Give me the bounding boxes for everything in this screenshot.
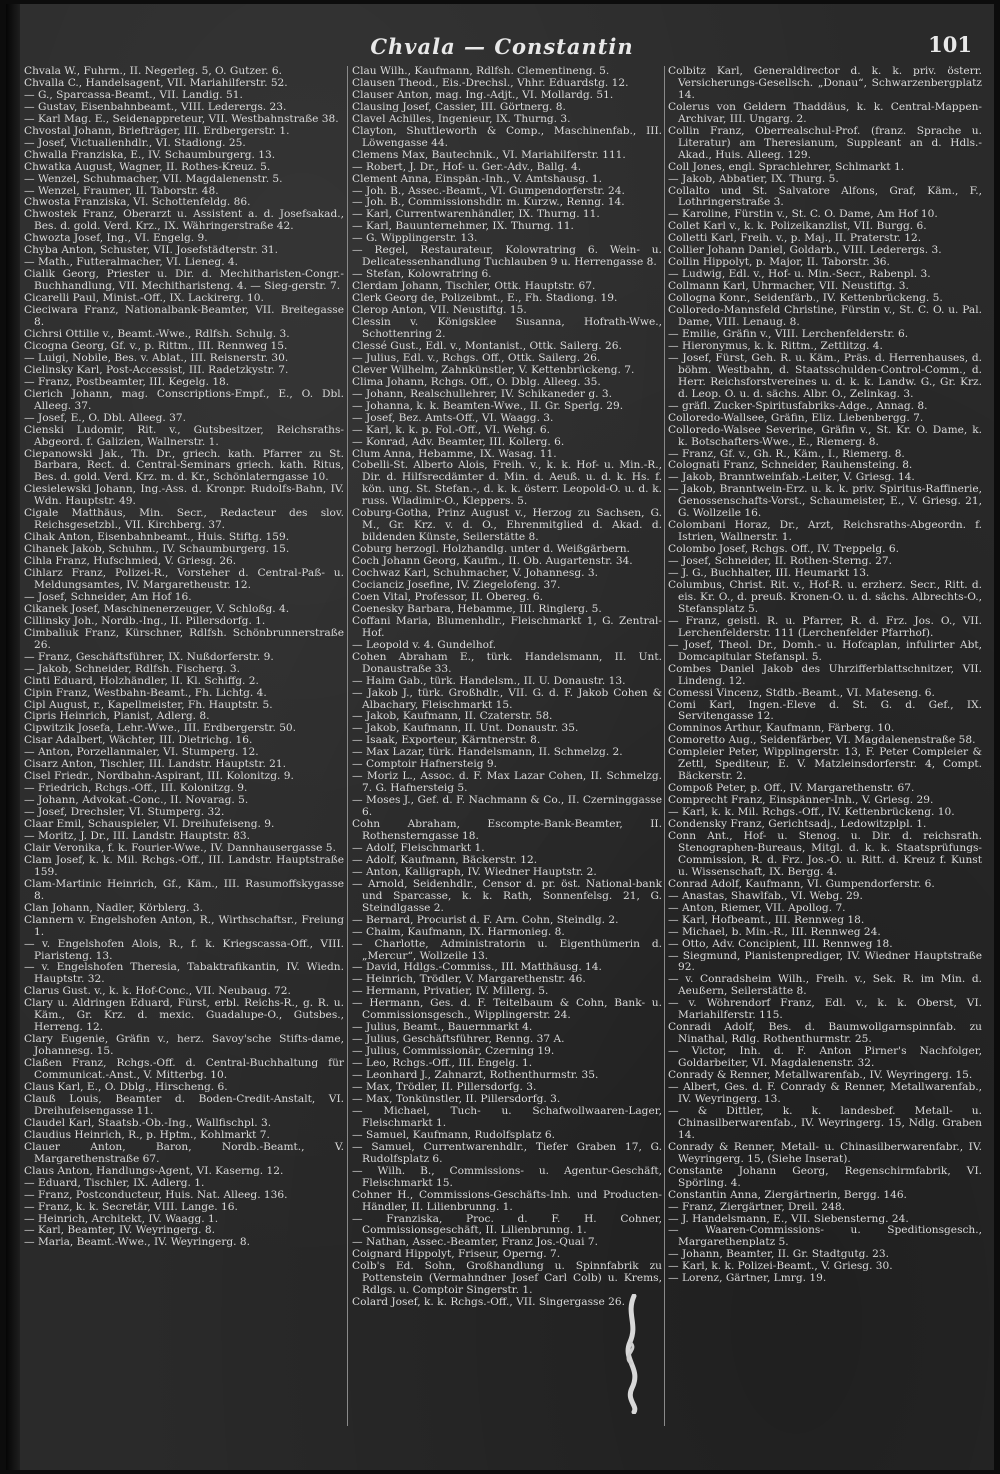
directory-entry: Colard Josef, k. k. Rchgs.-Off., VII. Singergasse 26. — [352, 1296, 625, 1309]
directory-entry: Clary u. Aldringen Eduard, Fürst, erbl. Reichs-R., g. R. u. Käm., Gr. Krz. d. mexic. Guadalupe-O., Gutsbes., Herreng. 12. — [24, 997, 344, 1034]
directory-entry: — Isaak, Exporteur, Kärntnerstr. 8. — [352, 734, 541, 747]
directory-entry: Cihla Franz, Hufschmied, V. Griesg. 26. — [24, 555, 237, 568]
directory-entry: — Wenzel, Schuhmacher, VII. Magdalenenstr. 5. — [24, 172, 283, 185]
directory-entry: — J. Handelsmann, E., VII. Siebensterng. 24. — [668, 1212, 909, 1225]
directory-entry: Colbitz Karl, Generaldirector d. k. k. priv. österr. Versicherungs-Gesellsch. „Donau“, Schwarzenbergplatz 14. — [668, 66, 982, 101]
directory-entry: Clerk Georg de, Polizeibmt., E., Fh. Stadiong. 19. — [352, 292, 618, 305]
directory-entry: Chwalla Franziska, E., IV. Schaumburgerg. 13. — [24, 148, 276, 161]
directory-entry: — Max, Trödler, II. Pillersdorfg. 3. — [352, 1081, 537, 1094]
directory-entry: Comessi Vincenz, Stdtb.-Beamt., VI. Mateseng. 6. — [668, 686, 935, 699]
directory-entry: Ciepanowski Jak., Th. Dr., griech. kath. Pfarrer zu St. Barbara, Rect. d. Central-Seminars griech. kath. Ritus, Bes. d. gold. Verd. Krz. m. d. Kr., Schönlaterngasse 10. — [24, 447, 344, 484]
directory-entry: — Anton, Porzellanmaler, VI. Stumperg. 12. — [24, 746, 259, 759]
directory-entry: Constante Johann Georg, Regenschirmfabrik, VI. Spörling. 4. — [668, 1164, 982, 1189]
directory-entry: Coignard Hippolyt, Friseur, Operng. 7. — [352, 1248, 561, 1261]
directory-entry: — Wenzel, Fraumer, II. Taborstr. 48. — [24, 184, 219, 197]
directory-entry: — J. G., Buchhalter, III. Heumarkt 13. — [668, 567, 870, 580]
directory-entry: Clerop Anton, VII. Neustiftg. 15. — [352, 304, 527, 317]
directory-entry: Cimbaliuk Franz, Kürschner, Rdlfsh. Schönbrunnerstraße 26. — [24, 626, 344, 651]
directory-entry: — Karl, Beamter, IV. Weyringerg. 8. — [24, 1224, 215, 1237]
directory-entry: — Jakob, Kaufmann, II. Unt. Donaustr. 35. — [352, 722, 579, 735]
directory-entry: — G. Wipplingerstr. 13. — [352, 232, 478, 245]
directory-entry: Claus Anton, Handlungs-Agent, VI. Kaserng. 12. — [24, 1164, 284, 1177]
directory-entry: Columbus, Christ. Rit. v., Hof-R. u. erzherz. Secr., Ritt. d. eis. Kr. O., d. preuß. Kronen-O. u. d. sächs. Albrechts-O., Stefansplatz 5. — [668, 578, 982, 615]
directory-entry: — Nathan, Assec.-Beamter, Franz Jos.-Quai 7. — [352, 1236, 598, 1249]
directory-entry: — Franz, Geschäftsführer, IX. Nußdorferstr. 9. — [24, 650, 274, 663]
directory-entry: Chwatka August, Wagner, II. Rothes-Kreuz. 5. — [24, 160, 271, 173]
directory-entry: — Josef, Theol. Dr., Domh.- u. Hofcaplan, infulirter Abt, Domcapitular Stefanspl. 5. — [668, 638, 982, 663]
directory-entry: — Joh. B., Assec.-Beamt., VI. Gumpendorferstr. 24. — [352, 184, 625, 197]
directory-entry: — Jakob, Abbatier, IX. Thurg. 5. — [668, 172, 839, 185]
directory-entry: Collier Johann Daniel, Goldarb., VIII. Lederergs. 3. — [668, 244, 942, 257]
directory-entry: Chvalla C., Handelsagent, VII. Mariahilferstr. 52. — [24, 76, 288, 89]
directory-entry: Collogna Konr., Seidenfärb., IV. Kettenbrückeng. 5. — [668, 292, 943, 305]
directory-entry: — Adolf, Fleischmarkt 1. — [352, 841, 485, 854]
directory-entry: Clum Anna, Hebamme, IX. Wasag. 11. — [352, 447, 557, 460]
directory-entry: Clan Johann, Nadler, Körblerg. 3. — [24, 901, 204, 914]
directory-entry: — Adolf, Kaufmann, Bäckerstr. 12. — [352, 853, 538, 866]
page-number: 101 — [928, 32, 972, 57]
directory-entry: Combes Daniel Jakob des Uhrzifferblattschnitzer, VII. Lindeng. 12. — [668, 662, 982, 687]
directory-entry: Cipris Heinrich, Pianist, Adlerg. 8. — [24, 710, 210, 723]
directory-entry: — Julius, Beamt., Bauernmarkt 4. — [352, 1021, 533, 1034]
directory-entry: — Math., Futteralmacher, VI. Lieneg. 4. — [24, 256, 239, 269]
directory-entry: Collet Karl v., k. k. Polizeikanzlist, VII. Burgg. 6. — [668, 220, 927, 233]
directory-entry: Colerus von Geldern Thaddäus, k. k. Central-Mappen-Archivar, III. Ungarg. 2. — [668, 100, 982, 125]
directory-entry: — Moriz L., Assoc. d. F. Max Lazar Cohen, II. Schmelzg. 7. G. Hafnersteig 5. — [352, 770, 662, 795]
directory-entry: — v. Engelshofen Alois, R., f. k. Kriegscassa-Off., VIII. Piaristeng. 13. — [24, 937, 344, 962]
directory-entry: — gräfl. Zucker-Spiritusfabriks-Adge., Annag. 8. — [668, 399, 928, 412]
directory-entry: — Leonhard J., Zahnarzt, Rothenthurmstr. 35. — [352, 1069, 599, 1082]
scan-edge — [6, 4, 20, 1470]
directory-entry: — Franz, Gf. v., Gh. R., Käm., I., Riemerg. 8. — [668, 447, 905, 460]
directory-entry: Cisarz Anton, Tischler, III. Landstr. Hauptstr. 21. — [24, 758, 287, 771]
directory-entry: Clair Veronika, f. k. Fourier-Wwe., IV. Dannhausergasse 5. — [24, 841, 336, 854]
directory-entry: — Karoline, Fürstin v., St. C. O. Dame, Am Hof 10. — [668, 208, 938, 221]
directory-entry: — Robert, J. Dr., Hof- u. Ger.-Adv., Ballg. 4. — [352, 160, 582, 173]
directory-entry: — Regel, Restaurateur, Kolowratring 6. Wein- u. Delicatessenhandlung Tuchlauben 9 u. Herrengasse 8. — [352, 244, 662, 269]
directory-entry: — Karl Mag. E., Seidenappreteur, VII. Westbahnstraße 38. — [24, 112, 339, 125]
directory-entry: — Jakob, Branntwein-Erz. u. k. k. priv. Spiritus-Raffinerie, Genossenschafts-Vorst., Schaumeister, E., V. Griesg. 21, G. Wollzeile 16. — [668, 483, 982, 520]
directory-entry: — G., Sparcassa-Beamt., VII. Landig. 51. — [24, 88, 243, 101]
directory-entry: — Moritz, J. Dr., III. Landstr. Hauptstr. 83. — [24, 830, 251, 842]
directory-entry: — Anastas, Shawlfab., VI. Webg. 29. — [668, 889, 863, 902]
directory-entry: — Franz, Postbeamter, III. Kegelg. 18. — [24, 375, 230, 388]
directory-entry: — Jakob, Branntweinfab.-Leiter, V. Griesg. 14. — [668, 471, 915, 484]
directory-entry: Clannern v. Engelshofen Anton, R., Wirthschaftsr., Freiung 1. — [24, 913, 344, 938]
directory-entry: — Waaren-Commissions- u. Speditionsgesch., Margarethenplatz 5. — [668, 1224, 982, 1249]
directory-entry: — Jakob, Kaufmann, II. Czaterstr. 58. — [352, 710, 553, 723]
directory-entry: — Heinrich, Architekt, IV. Waagg. 1. — [24, 1212, 219, 1225]
directory-entry: — Anton, Riemer, VII. Apollog. 7. — [668, 901, 846, 914]
directory-entry: — Johann, Realschullehrer, IV. Schikaneder g. 3. — [352, 387, 612, 400]
directory-entry: — Wilh. B., Commissions- u. Agentur-Geschäft, Fleischmarkt 15. — [352, 1164, 662, 1189]
directory-entry: Cillinsky Joh., Nordb.-Ing., II. Pillersdorfg. 1. — [24, 614, 266, 627]
directory-entry: Colloredo-Walsee Severine, Gräfin v., St. Kr. O. Dame, k. k. Botschafters-Wwe., E., Riemerg. 8. — [668, 423, 982, 448]
directory-entry: Conrad Adolf, Kaufmann, VI. Gumpendorferstr. 6. — [668, 877, 935, 890]
directory-entry: Coburg herzogl. Holzhandlg. unter d. Weißgärbern. — [352, 543, 630, 556]
directory-entry: Cikanek Josef, Maschinenerzeuger, V. Schloßg. 4. — [24, 602, 290, 615]
directory-entry: Chvala W., Fuhrm., II. Negerleg. 5, O. Gutzer. 6. — [24, 66, 282, 77]
directory-entry: Clessé Gust., Edl. v., Montanist., Ottk. Sailerg. 26. — [352, 339, 622, 352]
directory-entry: Clever Wilhelm, Zahnkünstler, V. Kettenbrückeng. 7. — [352, 363, 635, 376]
directory-entry: — Franz, k. k. Secretär, VIII. Lange. 16. — [24, 1200, 238, 1213]
directory-entry: Cochwaz Karl, Schuhmacher, V. Johannesg. 3. — [352, 567, 598, 580]
page-header — [20, 30, 984, 64]
directory-entry: — Charlotte, Administratorin u. Eigenthümerin d. „Mercur“, Wollzeile 13. — [352, 937, 662, 962]
directory-entry: Chwosta Franziska, VI. Schottenfeldg. 86. — [24, 196, 251, 209]
column-divider-1 — [347, 66, 348, 1426]
directory-entry: — Karl, k. k. Mil. Rchgs.-Off., IV. Kettenbrückeng. 10. — [668, 806, 955, 819]
directory-entry: — Max Lazar, türk. Handelsmann, II. Schmelzg. 2. — [352, 746, 623, 759]
directory-entry: Collin Hippolyt, p. Major, II. Taborstr. 36. — [668, 256, 890, 269]
directory-entry: — Stefan, Kolowratring 6. — [352, 268, 492, 281]
directory-entry: — Johann, Beamter, II. Gr. Stadtgutg. 23. — [668, 1248, 889, 1261]
directory-entry: — Julius, Geschäftsführer, Renng. 37 A. — [352, 1033, 565, 1046]
directory-entry: Colombani Horaz, Dr., Arzt, Reichsraths-Abgeordn. f. Istrien, Wallnerstr. 1. — [668, 519, 982, 544]
directory-entry: — Hieronymus, k. k. Rittm., Zettlitzg. 4. — [668, 339, 883, 352]
directory-entry: — Josef, Fürst, Geh. R. u. Käm., Präs. d. Herrenhauses, d. böhm. Westbahn, d. Staatsschulden-Control-Comm., d. Herr. Reichsforstvereines u. d. k. k. Landw. G., Gr. Krz. d. Leop. O. u. d. sächs. Albr. O., Zelinkag. 3. — [668, 351, 982, 400]
directory-entry: Clam-Martinic Heinrich, Gf., Käm., III. Rasumoffskygasse 8. — [24, 877, 344, 902]
directory-entry: Comninos Arthur, Kaufmann, Färberg. 10. — [668, 722, 895, 735]
directory-entry: Cielinsky Karl, Post-Accessist, III. Radetzkystr. 7. — [24, 363, 289, 376]
directory-entry: — Michael, b. Min.-R., III. Rennweg 24. — [668, 925, 881, 938]
directory-entry: Collmann Karl, Uhrmacher, VII. Neustiftg. 3. — [668, 280, 909, 293]
directory-entry: Claus Karl, E., O. Dblg., Hirscheng. 6. — [24, 1081, 228, 1094]
directory-entry: Cipl August, r., Kapellmeister, Fh. Hauptstr. 5. — [24, 698, 273, 711]
directory-entry: — Samuel, Kaufmann, Rudolfsplatz 6. — [352, 1128, 556, 1141]
directory-entry: Clarus Gust. v., k. k. Hof-Conc., VII. Neubaug. 72. — [24, 985, 291, 998]
directory-entry: — Chaim, Kaufmann, IX. Harmonieg. 8. — [352, 925, 565, 938]
directory-entry: Colloredo-Mannsfeld Christine, Fürstin v., St. C. O. u. Pal. Dame, VIII. Lenaug. 8. — [668, 304, 982, 329]
directory-entry: — Johanna, k. k. Beamten-Wwe., II. Gr. Sperlg. 29. — [352, 399, 624, 412]
directory-entry: Clauer Anton, Baron, Nordb.-Beamt., V. Margarethenstraße 67. — [24, 1140, 344, 1165]
column-3 — [668, 66, 982, 1444]
directory-entry: Cihak Anton, Eisenbahnbeamt., Huis. Stiftg. 159. — [24, 531, 290, 544]
directory-entry: — Karl, Currentwarenhändler, IX. Thurng. 11. — [352, 208, 600, 221]
directory-entry: Conrady & Renner, Metallwarenfab., IV. Weyringerg. 15. — [668, 1069, 973, 1082]
directory-entry: Clima Johann, Rchgs. Off., O. Dblg. Alleeg. 35. — [352, 375, 601, 388]
directory-entry: Constantin Anna, Ziergärtnerin, Bergg. 146. — [668, 1188, 907, 1201]
directory-entry: — Karl, k. k. Polizei-Beamt., V. Griesg. 30. — [668, 1260, 893, 1273]
directory-entry: Chwostek Franz, Oberarzt u. Assistent a. d. Josefsakad., Bes. d. gold. Verd. Krz., IX. Währingerstraße 42. — [24, 208, 344, 233]
directory-entry: Cohen Abraham E., türk. Handelsmann, II. Unt. Donaustraße 33. — [352, 650, 662, 675]
directory-entry: Conn Ant., Hof- u. Stenog. u. Dir. d. reichsrath. Stenographen-Bureaus, Mitgl. d. k. k. Staatsprüfungs-Commission, R. d. Frz. Jos.-O. u. Ritt. d. Kreuz f. Kunst u. Wissenschaft, IX. Bergg. 4. — [668, 830, 982, 878]
directory-entry: Colognati Franz, Schneider, Rauhensteing. 8. — [668, 459, 913, 472]
directory-entry: Coch Johann Georg, Kaufm., II. Ob. Augartenstr. 34. — [352, 555, 633, 568]
column-1 — [24, 66, 344, 1444]
directory-entry: Collalto und St. Salvatore Alfons, Graf, Käm., F., Lothringerstraße 3. — [668, 184, 982, 209]
directory-entry: — Karl, Bauunternehmer, IX. Thurng. 11. — [352, 220, 574, 233]
directory-entry: Condensky Franz, Gerichtsadj., Ledowitzplpl. 1. — [668, 818, 927, 831]
directory-entry: Cobelli-St. Alberto Alois, Freih. v., k. k. Hof- u. Min.-R., Dir. d. Hilfsrecdämter d. Min. d. Aeuß. u. d. k. Hs. f. kön. ung. St. Stefan.-, d. k. k. österr. Leopold-O. u. d. k. russ. Wladimir-O., Kleppers. 5. — [352, 459, 662, 508]
directory-entry: — Max, Tonkünstler, II. Pillersdorfg. 3. — [352, 1092, 561, 1105]
directory-entry: Claßen Franz, Rchgs.-Off. d. Central-Buchhaltung für Communicat.-Anst., V. Mitterbg. 10. — [24, 1057, 344, 1082]
directory-entry: Clemens Max, Bautechnik., VI. Mariahilferstr. 111. — [352, 148, 626, 161]
directory-entry: — Lorenz, Gärtner, Lmrg. 19. — [668, 1272, 827, 1285]
directory-entry: — Jakob J., türk. Großhdlr., VII. G. d. F. Jakob Cohen & Albachary, Fleischmarkt 15. — [352, 686, 662, 711]
directory-entry: Claudel Karl, Staatsb.-Ob.-Ing., Wallfischpl. 3. — [24, 1116, 272, 1129]
directory-entry: — Franz, Postconducteur, Huis. Nat. Alleeg. 136. — [24, 1188, 288, 1201]
directory-entry: — Hermann, Privatier, IV. Millerg. 5. — [352, 985, 549, 998]
directory-entry: Clayton, Shuttleworth & Comp., Maschinenfab., III. Löwengasse 44. — [352, 124, 662, 149]
directory-entry: — Victor, Inh. d. F. Anton Pirner's Nachfolger, Goldarbeiter, VI. Magdalenenstr. 32. — [668, 1045, 982, 1070]
directory-entry: Cicarelli Paul, Minist.-Off., IX. Lackirerg. 10. — [24, 292, 264, 305]
directory-entry: — Hermann, Ges. d. F. Teitelbaum & Cohn, Bank- u. Commissionsgesch., Wipplingerstr. 24. — [352, 997, 662, 1022]
directory-entry: — Julius, Edl. v., Rchgs. Off., Ottk. Sailerg. 26. — [352, 351, 601, 364]
column-2 — [352, 66, 662, 1444]
directory-entry: Cichrsi Ottilie v., Beamt.-Wwe., Rdlfsh. Schulg. 3. — [24, 327, 290, 340]
directory-entry: — Johann, Advokat.-Conc., II. Novarag. 5. — [24, 794, 249, 807]
directory-entry: Coen Vital, Professor, II. Obereg. 6. — [352, 590, 543, 603]
directory-entry: Cieciwara Franz, Nationalbank-Beamter, VII. Breitegasse 8. — [24, 304, 344, 329]
directory-entry: Cohner H., Commissions-Geschäfts-Inh. und Producten-Händler, II. Lilienbrunng. 1. — [352, 1188, 662, 1213]
directory-entry: Clam Josef, k. k. Mil. Rchgs.-Off., III. Landstr. Hauptstraße 159. — [24, 853, 344, 878]
directory-entry: — & Dittler, k. k. landesbef. Metall- u. Chinasilberwarenfab., IV. Weyringerg. 15, Ndlg. Graben 14. — [668, 1104, 982, 1141]
directory-entry: Clausing Josef, Cassier, III. Görtnerg. 8. — [352, 100, 566, 113]
directory-entry: — Josef, Schneider, II. Rothen-Sterng. 27. — [668, 555, 892, 568]
directory-entry: Compoß Peter, p. Off., IV. Margarethenstr. 67. — [668, 782, 915, 795]
directory-entry: Coenesky Barbara, Hebamme, III. Ringlerg. 5. — [352, 602, 602, 615]
directory-entry: — Julius, Commissionär, Czerning 19. — [352, 1045, 555, 1058]
directory-entry: — Josef, Schneider, Am Hof 16. — [24, 590, 192, 603]
directory-entry: — Michael, Tuch- u. Schafwollwaaren-Lager, Fleischmarkt 1. — [352, 1104, 662, 1129]
directory-entry: — Konrad, Adv. Beamter, III. Kollerg. 6. — [352, 435, 565, 448]
directory-entry: — Moses J., Gef. d. F. Nachmann & Co., II. Czerninggasse 6. — [352, 794, 662, 819]
directory-entry: Clavel Achilles, Ingenieur, IX. Thurng. 3. — [352, 112, 571, 125]
directory-entry: — Friedrich, Rchgs.-Off., III. Kolonitzg. 9. — [24, 782, 248, 795]
directory-entry: Colombo Josef, Rchgs. Off., IV. Treppelg. 6. — [668, 543, 900, 556]
directory-entry: Conradi Adolf, Bes. d. Baumwollgarnspinnfab. zu Ninathal, Rdlg. Rothenthurmstr. 25. — [668, 1021, 982, 1046]
directory-entry: — Josef, Victualienhdlr., VI. Stadiong. 25. — [24, 136, 246, 149]
directory-entry: Conrady & Renner, Metall- u. Chinasilberwarenfabr., IV. Weyringerg. 15, (Siehe Inserat). — [668, 1140, 982, 1165]
directory-entry: Claar Emil, Schauspieler, VI. Dreihufeiseng. 9. — [24, 818, 275, 831]
directory-entry: Cialik Georg, Priester u. Dir. d. Mechitharisten-Congr.-Buchhandlung, VII. Mechitharisteng. 4. — Sieg-gerstr. 7. — [24, 268, 344, 293]
directory-entry: Comoretto Aug., Seidenfärber, VI. Magdalenenstraße 58. — [668, 734, 976, 747]
directory-entry: Cinti Eduard, Holzhändler, II. Kl. Schiffg. 2. — [24, 674, 259, 687]
directory-entry: — Karl, k. k. p. Fol.-Off., VI. Wehg. 6. — [352, 423, 550, 436]
directory-entry: — Joh. B., Commissionshdlr. m. Kurzw., Renng. 14. — [352, 196, 625, 209]
directory-entry: Cihlarz Franz, Polizei-R., Vorsteher d. Central-Paß- u. Meldungsamtes, IV. Margaretheustr. 12. — [24, 567, 344, 591]
directory-entry: Cihanek Jakob, Schuhm., IV. Schaumburgerg. 15. — [24, 543, 290, 556]
column-divider-2 — [664, 66, 665, 1426]
directory-entry: Coll Jones, engl. Sprachlehrer, Schlmarkt 1. — [668, 160, 905, 173]
directory-entry: — Haim Gab., türk. Handelsm., II. U. Donaustr. 13. — [352, 674, 626, 687]
directory-entry: Cipwitzik Josefa, Lehr.-Wwe., III. Erdbergerstr. 50. — [24, 722, 297, 735]
directory-entry: Coffani Maria, Blumenhdlr., Fleischmarkt 1, G. Zentral-Hof. — [352, 614, 662, 639]
directory-entry: Clau Wilh., Kaufmann, Rdlfsh. Clementineng. 5. — [352, 66, 610, 77]
directory-entry: Clerdam Johann, Tischler, Ottk. Hauptstr. 67. — [352, 280, 596, 293]
directory-entry: Clement Anna, Einspän.-Inh., V. Amtshausg. 1. — [352, 172, 602, 185]
directory-entry: Cipin Franz, Westbahn-Beamt., Fh. Lichtg. 4. — [24, 686, 267, 699]
ink-blot-mark — [612, 1294, 652, 1414]
running-title: Chvala — Constantin — [370, 34, 634, 59]
directory-entry: — Luigi, Nobile, Bes. v. Ablat., III. Reisnerstr. 30. — [24, 351, 289, 364]
directory-entry: Cohn Abraham, Escompte-Bank-Beamter, II. Rothensterngasse 18. — [352, 818, 662, 842]
directory-entry: — Emilie, Gräfin v., VIII. Lerchenfelderstr. 6. — [668, 327, 909, 340]
directory-page — [6, 4, 994, 1470]
directory-entry: Cierich Johann, mag. Conscriptions-Empf., E., O. Dbl. Alleeg. 37. — [24, 387, 344, 412]
directory-entry: Cisar Adalbert, Wächter, III. Dietrichg. 16. — [24, 734, 253, 747]
directory-entry: — Franz, geistl. R. u. Pfarrer, R. d. Frz. Jos. O., VII. Lerchenfelderstr. 111 (Lerchenfelder Pfarrhof). — [668, 614, 982, 639]
directory-entry: — Josef, Drechsler, VI. Stumperg. 32. — [24, 806, 225, 819]
directory-entry: Colletti Karl, Freih. v., p. Maj., II. Praterstr. 12. — [668, 232, 922, 245]
directory-entry: Chwozta Josef, Ing., VI. Engelg. 9. — [24, 232, 208, 245]
directory-entry: Chyba Anton, Schuster, VII. Josefstädterstr. 31. — [24, 244, 279, 257]
directory-entry: — Leopold v. 4. Gundelhof. — [352, 638, 496, 651]
directory-entry: Cocianciz Josefine, IV. Ziegelofeng. 37. — [352, 578, 561, 591]
directory-entry: Cisel Friedr., Nordbahn-Aspirant, III. Kolonitzg. 9. — [24, 770, 294, 783]
directory-entry: Compleier Peter, Wipplingerstr. 13, F. Peter Compleier & Zettl, Spediteur, E. V. Matzleinsdorferstr. 4, Compt. Bäckerstr. 2. — [668, 746, 982, 783]
directory-entry: — Otto, Adv. Concipient, III. Rennweg 18. — [668, 937, 893, 950]
directory-entry: — Comptoir Hafnersteig 9. — [352, 758, 497, 771]
directory-entry: Clausen Theod., Eis.-Drechsl., Vhhr. Eduardstg. 12. — [352, 76, 629, 89]
directory-entry: Clary Eugenie, Gräfin v., herz. Savoy'sche Stifts-dame, Johannesg. 15. — [24, 1033, 344, 1058]
directory-entry: Clessin v. Königsklee Susanna, Hofrath-Wwe., Schottenring 2. — [352, 316, 662, 340]
directory-entry: — Heinrich, Trödler, V. Margarethenstr. 46. — [352, 973, 586, 986]
directory-entry: Comi Karl, Ingen.-Eleve d. St. G. d. Gef., IX. Servitengasse 12. — [668, 698, 982, 723]
directory-entry: — Siegmund, Pianistenprediger, IV. Wiedner Hauptstraße 92. — [668, 949, 982, 974]
directory-entry: Colb's Ed. Sohn, Großhandlung u. Spinnfabrik zu Pottenstein (Vermahndner Josef Carl Colb) u. Krems, Rdlgs. u. Comptoir Singerstr. 1. — [352, 1260, 662, 1297]
directory-entry: Claudius Heinrich, R., p. Hptm., Kohlmarkt 7. — [24, 1128, 270, 1141]
directory-entry: — Maria, Beamt.-Wwe., IV. Weyringerg. 8. — [24, 1236, 251, 1249]
directory-entry: — Leo, Rchgs.-Off., III. Engelg. 1. — [352, 1057, 533, 1070]
directory-entry: Clauß Louis, Beamter d. Boden-Credit-Anstalt, VI. Dreihufeisengasse 11. — [24, 1092, 344, 1117]
directory-entry: Clauser Anton, mag. Ing.-Adjt., VI. Mollardg. 51. — [352, 88, 614, 101]
directory-entry: Collin Franz, Oberrealschul-Prof. (franz. Sprache u. Literatur) am Theresianum, Suppleant an d. Hdls.-Akad., Huis. Alleeg. 129. — [668, 124, 982, 161]
directory-entry: — Franziska, Proc. d. F. H. Cohner, Commissionsgeschäft, II. Lilienbrunng. 1. — [352, 1212, 662, 1237]
directory-entry: — Samuel, Currentwarenhdlr., Tiefer Graben 17, G. Rudolfsplatz 6. — [352, 1140, 662, 1165]
directory-entry: — Gustav, Eisenbahnbeamt., VIII. Lederergs. 23. — [24, 100, 287, 113]
directory-entry: — Bernard, Procurist d. F. Arn. Cohn, Steindlg. 2. — [352, 913, 619, 926]
directory-entry: Cicogna Georg, Gf. v., p. Rittm., III. Rennweg 15. — [24, 339, 288, 352]
directory-entry: — v. Wöhrendorf Franz, Edl. v., k. k. Oberst, VI. Mariahilferstr. 115. — [668, 997, 982, 1022]
directory-entry: — David, Hdlgs.-Commiss., III. Matthäusg. 14. — [352, 961, 602, 974]
directory-entry: — Franz, Ziergärtner, Dreil. 248. — [668, 1200, 845, 1213]
directory-entry: — Josef, E., O. Dbl. Alleeg. 37. — [24, 411, 186, 424]
directory-entry: Cigale Matthäus, Min. Secr., Redacteur des slov. Reichsgesetzbl., VII. Kirchberg. 37. — [24, 507, 344, 532]
directory-entry: — Karl, Hofbeamt., III. Rennweg 18. — [668, 913, 865, 926]
directory-entry: — Eduard, Tischler, IX. Adlerg. 1. — [24, 1176, 205, 1189]
directory-entry: — v. Engelshofen Theresia, Tabaktrafikantin, IV. Wiedn. Hauptstr. 32. — [24, 961, 344, 986]
directory-entry: Chvostal Johann, Briefträger, III. Erdbergerstr. 1. — [24, 124, 290, 137]
directory-entry: — Arnold, Seidenhdlr., Censor d. pr. öst. National-bank und Sparcasse, k. k. Rath, Sonnenfelsg. 21, G. Steindlgasse 2. — [352, 877, 662, 914]
directory-entry: — Josef, Bez. Amts-Off., VI. Waagg. 3. — [352, 411, 554, 424]
directory-entry: Ciesielewski Johann, Ing.-Ass. d. Kronpr. Rudolfs-Bahn, IV. Wdn. Hauptstr. 49. — [24, 483, 344, 508]
directory-entry: Cienski Ludomir, Rit. v., Gutsbesitzer, Reichsraths-Abgeord. f. Galizien, Wallnerstr. 1. — [24, 423, 344, 448]
directory-entry: Coburg-Gotha, Prinz August v., Herzog zu Sachsen, G. M., Gr. Krz. v. d. O., Ehrenmitglied d. Akad. d. bildenden Künste, Seilerstätte 8. — [352, 507, 662, 544]
directory-entry: Colloredo-Wallsee, Gräfin, Eliz. Liebenbergg. 7. — [668, 411, 924, 424]
directory-entry: — v. Conradsheim Wilh., Freih. v., Sek. R. im Min. d. Aeußern, Seilerstätte 8. — [668, 973, 982, 998]
directory-entry: — Anton, Kalligraph, IV. Wiedner Hauptstr. 2. — [352, 865, 597, 878]
directory-entry: Comprecht Franz, Einspänner-Inh., V. Griesg. 29. — [668, 794, 934, 807]
directory-entry: — Jakob, Schneider, Rdlfsh. Fischerg. 3. — [24, 662, 240, 675]
directory-entry: — Albert, Ges. d. F. Conrady & Renner, Metallwarenfab., IV. Weyringerg. 13. — [668, 1081, 982, 1105]
directory-entry: — Ludwig, Edl. v., Hof- u. Min.-Secr., Rabenpl. 3. — [668, 268, 931, 281]
